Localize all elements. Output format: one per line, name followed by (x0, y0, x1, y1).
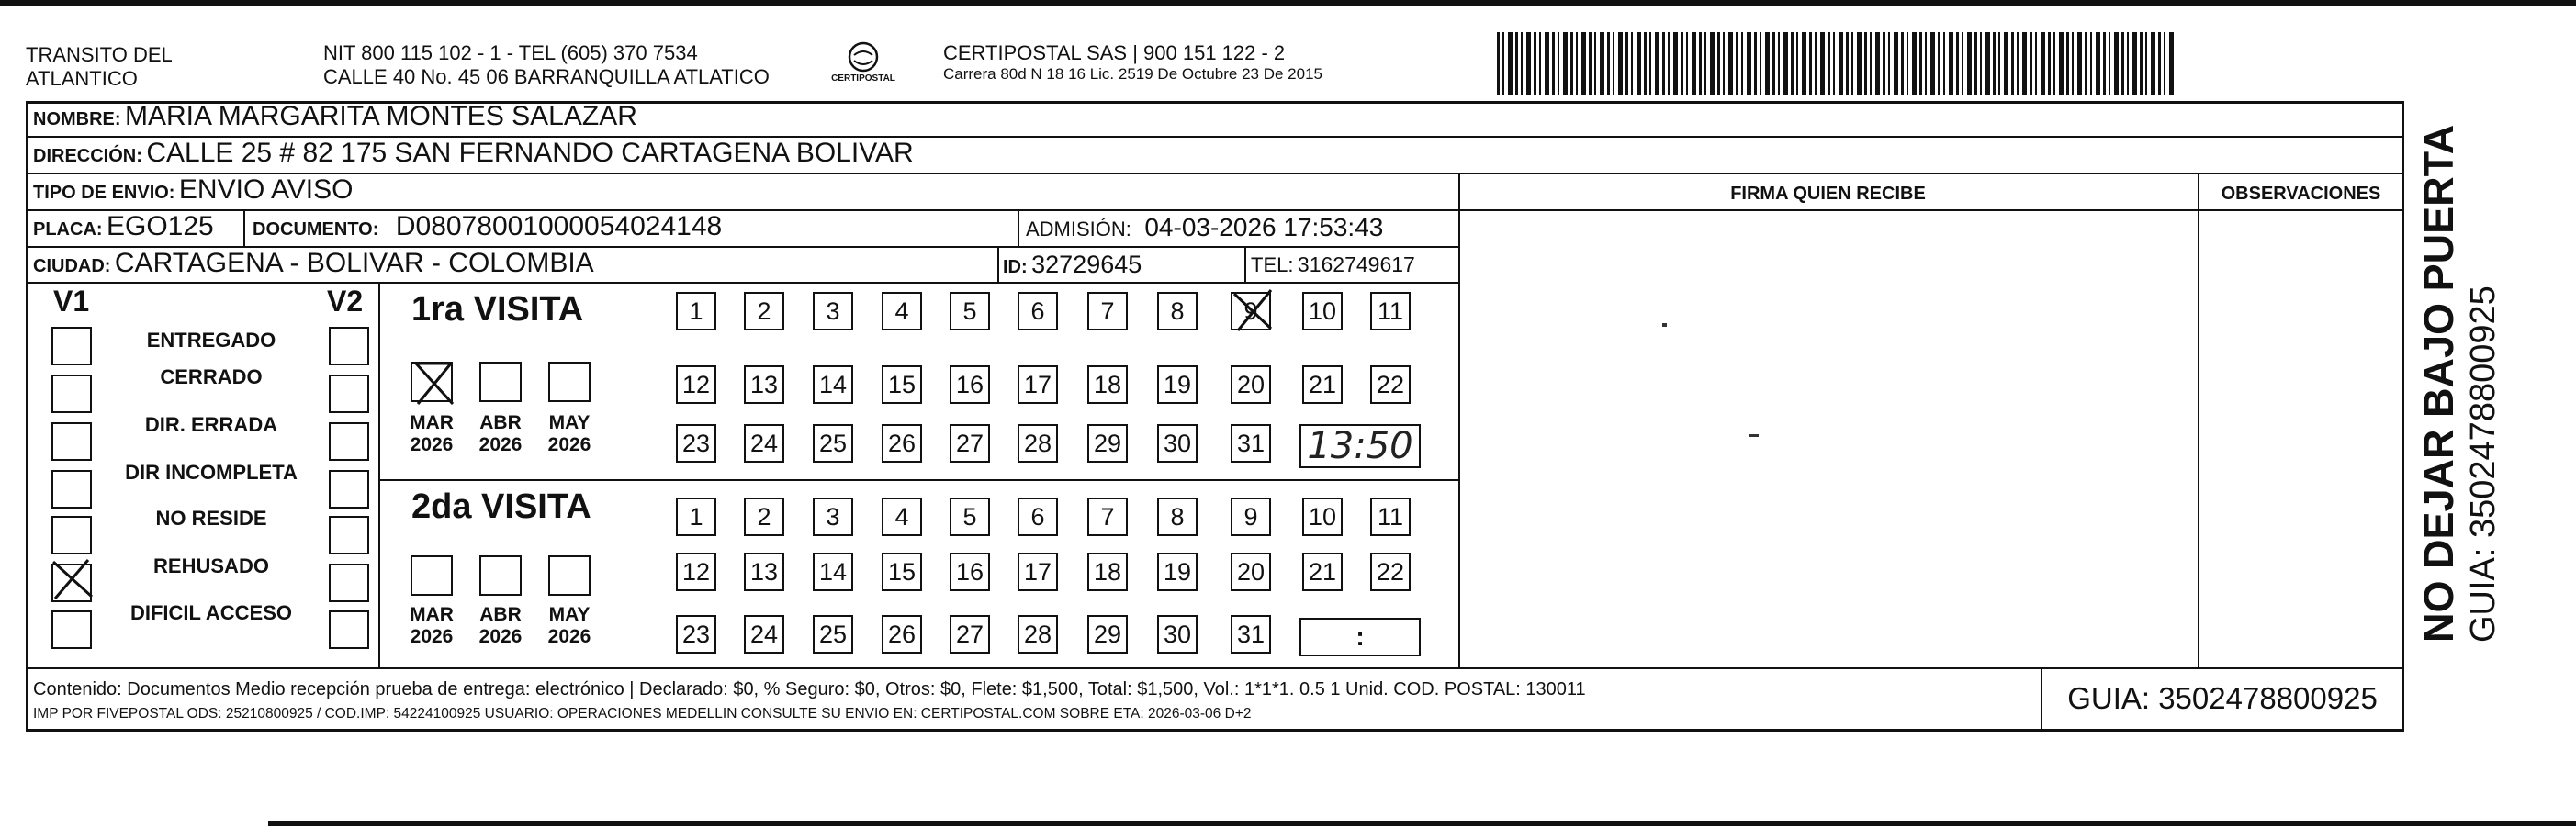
first-month-checkbox-abr[interactable] (479, 362, 522, 402)
first-day-box[interactable]: 25 (813, 424, 853, 463)
month-year: 2026 (547, 626, 591, 647)
v1-checkbox-dir-errada[interactable] (51, 422, 92, 461)
month-label (542, 604, 597, 648)
v1-checkbox-rehusado[interactable] (51, 564, 92, 602)
second-month-checkbox-mar[interactable] (411, 555, 453, 596)
admision-label: ADMISIÓN: (1026, 218, 1131, 241)
second-day-box[interactable]: 22 (1370, 553, 1411, 591)
placa-value: EGO125 (107, 211, 214, 241)
second-day-box[interactable]: 23 (676, 615, 716, 654)
second-day-box[interactable]: 8 (1157, 498, 1198, 536)
month-name: MAY (548, 412, 591, 433)
month-year: 2026 (478, 626, 523, 647)
second-day-box[interactable]: 11 (1370, 498, 1411, 536)
tel-value: 3162749617 (1297, 252, 1415, 276)
v2-checkbox-cerrado[interactable] (329, 375, 369, 413)
first-day-box[interactable]: 20 (1231, 365, 1271, 404)
ciudad-value: CARTAGENA - BOLIVAR - COLOMBIA (114, 248, 594, 278)
tipo-label: TIPO DE ENVIO: (33, 183, 175, 203)
second-day-box[interactable]: 6 (1018, 498, 1058, 536)
first-day-box[interactable]: 7 (1087, 292, 1128, 330)
direccion-row (33, 138, 914, 169)
check-mark-icon (409, 358, 460, 409)
first-day-box[interactable]: 14 (813, 365, 853, 404)
first-day-box[interactable]: 27 (950, 424, 990, 463)
month-label (473, 604, 528, 648)
v1-checkbox-dificil-acceso[interactable] (51, 610, 92, 649)
documento-value: D08078001000054024148 (395, 211, 723, 241)
certipostal-logo (827, 40, 900, 92)
firma-header: FIRMA QUIEN RECIBE (1730, 184, 1926, 204)
admision-cell (1026, 213, 1383, 242)
second-day-box[interactable]: 7 (1087, 498, 1128, 536)
company-name (26, 43, 173, 91)
month-year: 2026 (547, 434, 591, 455)
second-day-box[interactable]: 9 (1231, 498, 1271, 536)
second-day-box[interactable]: 3 (813, 498, 853, 536)
nombre-row (33, 101, 637, 132)
tel-label: TEL: (1251, 253, 1294, 276)
ciudad-cell (33, 248, 594, 279)
second-day-box[interactable]: 17 (1018, 553, 1058, 591)
courier-line1: CERTIPOSTAL SAS | 900 151 122 - 2 (943, 41, 1286, 64)
month-name: MAR (410, 412, 454, 433)
courier-info (943, 41, 1322, 84)
second-day-box[interactable]: 27 (950, 615, 990, 654)
second-day-box[interactable]: 5 (950, 498, 990, 536)
v2-checkbox-rehusado[interactable] (329, 564, 369, 602)
bottom-rule (268, 821, 2576, 826)
second-day-box[interactable]: 14 (813, 553, 853, 591)
first-day-box[interactable]: 31 (1231, 424, 1271, 463)
reason-label: DIFICIL ACCESO (129, 601, 292, 624)
first-day-box[interactable]: 17 (1018, 365, 1058, 404)
first-day-box[interactable]: 19 (1157, 365, 1198, 404)
footer-guia: GUIA: 3502478800925 (2067, 681, 2378, 715)
first-time-value: 13:50 (1307, 425, 1413, 467)
reason-label: NO RESIDE (155, 507, 267, 530)
month-year: 2026 (410, 626, 454, 647)
tel-cell (1251, 252, 1415, 277)
nombre-value: MARIA MARGARITA MONTES SALAZAR (125, 101, 637, 131)
first-day-box[interactable]: 18 (1087, 365, 1128, 404)
month-label (404, 412, 459, 456)
v2-checkbox-dir-incompleta[interactable] (329, 470, 369, 509)
nit-line1: NIT 800 115 102 - 1 - TEL (605) 370 7534 (323, 41, 698, 64)
id-cell (1003, 251, 1142, 279)
side-warning (2415, 119, 2562, 643)
direccion-label: DIRECCIÓN: (33, 146, 142, 166)
logo-text: CERTIPOSTAL (831, 73, 895, 84)
nombre-label: NOMBRE: (33, 109, 121, 129)
month-label (404, 604, 459, 648)
second-day-box[interactable]: 13 (744, 553, 784, 591)
month-name: ABR (479, 412, 522, 433)
month-label (473, 412, 528, 456)
placa-cell (33, 211, 214, 242)
nit-line2: CALLE 40 No. 45 06 BARRANQUILLA ATLATICO (323, 65, 770, 88)
id-value: 32729645 (1031, 251, 1142, 278)
month-name: MAR (410, 604, 454, 625)
reason-label: DIR. ERRADA (144, 413, 278, 436)
second-time-value: : (1355, 622, 1365, 651)
company-line1: TRANSITO DEL (26, 43, 173, 66)
ciudad-label: CIUDAD: (33, 256, 111, 276)
second-month-checkbox-may[interactable] (548, 555, 591, 596)
second-day-box[interactable]: 2 (744, 498, 784, 536)
second-day-box[interactable]: 12 (676, 553, 716, 591)
documento-cell (253, 211, 722, 242)
first-day-box[interactable]: 23 (676, 424, 716, 463)
signature-mark (1662, 323, 1667, 327)
month-year: 2026 (478, 434, 523, 455)
first-day-box[interactable]: 26 (882, 424, 922, 463)
first-day-box[interactable]: 1 (676, 292, 716, 330)
admision-value: 04-03-2026 17:53:43 (1144, 213, 1384, 241)
v2-checkbox-dir-errada[interactable] (329, 422, 369, 461)
v2-checkbox-dificil-acceso[interactable] (329, 610, 369, 649)
first-day-box[interactable]: 8 (1157, 292, 1198, 330)
first-day-box[interactable]: 22 (1370, 365, 1411, 404)
courier-line2: Carrera 80d N 18 16 Lic. 2519 De Octubre 23 De 2015 (943, 65, 1322, 83)
first-time-box[interactable] (1299, 424, 1421, 468)
v1-label: V1 (53, 285, 90, 318)
second-day-box[interactable]: 15 (882, 553, 922, 591)
second-day-box[interactable]: 20 (1231, 553, 1271, 591)
side-line1: NO DEJAR BAJO PUERTA (2415, 124, 2462, 643)
logo-icon (827, 40, 900, 92)
second-time-box[interactable] (1299, 618, 1421, 656)
second-day-box[interactable]: 31 (1231, 615, 1271, 654)
second-day-box[interactable]: 1 (676, 498, 716, 536)
second-day-box[interactable]: 28 (1018, 615, 1058, 654)
second-day-box[interactable]: 10 (1302, 498, 1343, 536)
first-visit-title: 1ra VISITA (411, 290, 584, 329)
second-day-box[interactable]: 19 (1157, 553, 1198, 591)
first-day-box[interactable]: 10 (1302, 292, 1343, 330)
footer-line1: Contenido: Documentos Medio recepción prueba de entrega: electrónico | Declarado: $0, % Seguro: $0, Otros: $0, Flete: $1,500, Total: $1,500, Vol.: 1*1*1. 0.5 1 Unid. COD. POSTAL: 130011 (33, 679, 1586, 699)
second-day-box[interactable]: 24 (744, 615, 784, 654)
first-day-box[interactable]: 4 (882, 292, 922, 330)
first-month-checkbox-may[interactable] (548, 362, 591, 402)
reason-label: REHUSADO (153, 554, 269, 577)
first-day-box[interactable]: 15 (882, 365, 922, 404)
reason-label: DIR INCOMPLETA (125, 461, 298, 484)
second-day-box[interactable]: 21 (1302, 553, 1343, 591)
barcode (1497, 32, 2177, 95)
v2-checkbox-no-reside[interactable] (329, 516, 369, 554)
reason-label: ENTREGADO (146, 329, 276, 352)
top-rule (0, 0, 2576, 6)
side-line2: GUIA: 3502478800925 (2464, 285, 2503, 643)
first-day-box[interactable]: 21 (1302, 365, 1343, 404)
first-day-box[interactable]: 5 (950, 292, 990, 330)
second-day-box[interactable]: 29 (1087, 615, 1128, 654)
check-mark-icon (1227, 286, 1278, 334)
second-day-box[interactable]: 25 (813, 615, 853, 654)
month-name: ABR (479, 604, 522, 625)
v1-checkbox-no-reside[interactable] (51, 516, 92, 554)
first-day-box[interactable]: 6 (1018, 292, 1058, 330)
first-month-checkbox-mar[interactable] (411, 362, 453, 402)
first-day-box[interactable]: 3 (813, 292, 853, 330)
first-day-box[interactable]: 30 (1157, 424, 1198, 463)
documento-label: DOCUMENTO: (253, 219, 379, 240)
v2-label: V2 (327, 285, 364, 318)
first-day-box[interactable]: 24 (744, 424, 784, 463)
second-day-box[interactable]: 18 (1087, 553, 1128, 591)
nit-info (323, 41, 770, 89)
company-line2: ATLANTICO (26, 67, 138, 90)
first-day-box[interactable]: 11 (1370, 292, 1411, 330)
first-day-box[interactable]: 29 (1087, 424, 1128, 463)
placa-label: PLACA: (33, 219, 103, 240)
second-day-box[interactable]: 26 (882, 615, 922, 654)
v2-checkbox-entregado[interactable] (329, 327, 369, 365)
second-visit-title: 2da VISITA (411, 487, 591, 526)
month-name: MAY (548, 604, 591, 625)
tipo-row (33, 174, 353, 206)
first-day-box[interactable]: 16 (950, 365, 990, 404)
signature-mark (1749, 434, 1759, 437)
first-day-box[interactable]: 13 (744, 365, 784, 404)
footer-line2: IMP POR FIVEPOSTAL ODS: 25210800925 / COD.IMP: 54224100925 USUARIO: OPERACIONES MEDELLIN CONSULTE SU ENVIO EN: CERTIPOSTAL.COM SOBRE ETA: 2026-03-06 D+2 (33, 706, 1252, 722)
second-day-box[interactable]: 16 (950, 553, 990, 591)
first-day-box[interactable]: 2 (744, 292, 784, 330)
month-label (542, 412, 597, 456)
check-mark-icon (48, 556, 99, 602)
direccion-value: CALLE 25 # 82 175 SAN FERNANDO CARTAGENA BOLIVAR (146, 138, 914, 168)
id-label: ID: (1003, 257, 1028, 277)
tipo-value: ENVIO AVISO (178, 174, 354, 205)
month-year: 2026 (410, 434, 454, 455)
second-month-checkbox-abr[interactable] (479, 555, 522, 596)
first-day-box[interactable]: 9 (1231, 292, 1271, 330)
second-day-box[interactable]: 4 (882, 498, 922, 536)
first-day-box[interactable]: 28 (1018, 424, 1058, 463)
v1-checkbox-cerrado[interactable] (51, 375, 92, 413)
v1-checkbox-dir-incompleta[interactable] (51, 470, 92, 509)
reason-label: CERRADO (160, 365, 263, 388)
v1-checkbox-entregado[interactable] (51, 327, 92, 365)
first-day-box[interactable]: 12 (676, 365, 716, 404)
second-day-box[interactable]: 30 (1157, 615, 1198, 654)
observaciones-header: OBSERVACIONES (2221, 184, 2381, 204)
